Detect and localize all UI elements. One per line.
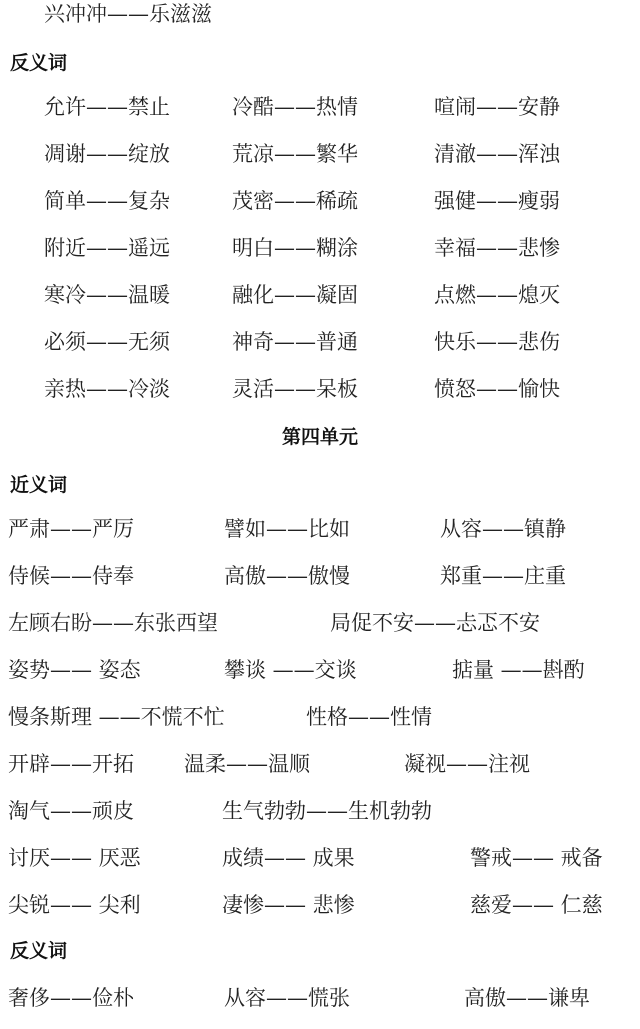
- word-pair-row: [0, 566, 640, 596]
- word-pair: 高傲——谦卑: [464, 986, 590, 1010]
- word-pair: 侍候——侍奉: [8, 564, 134, 588]
- word-pair: 必须——无须: [44, 330, 170, 354]
- word-pair: 冷酷——热情: [232, 95, 358, 119]
- word-pair: 茂密——稀疏: [232, 189, 358, 213]
- word-pair-row: [0, 97, 640, 127]
- unit-title: 第四单元: [281, 426, 358, 448]
- word-pair: 高傲——傲慢: [224, 564, 350, 588]
- word-pair: 允许——禁止: [44, 95, 170, 119]
- word-pair: 慢条斯理 ——不慌不忙: [8, 705, 225, 729]
- word-pair-row: [0, 988, 640, 1018]
- section-heading-antonyms: 反义词: [10, 52, 68, 74]
- word-pair-row: [0, 660, 640, 690]
- word-pair: 郑重——庄重: [440, 564, 566, 588]
- word-pair-row: [0, 238, 640, 268]
- word-pair: 温柔——温顺: [184, 752, 310, 776]
- word-pair: 警戒—— 戒备: [470, 846, 603, 870]
- word-pair: 从容——慌张: [224, 986, 350, 1010]
- word-pair: 幸福——悲惨: [434, 236, 560, 260]
- word-pair-row: [0, 191, 640, 221]
- word-pair: 凝视——注视: [404, 752, 530, 776]
- word-pair-row: [0, 379, 640, 409]
- word-pair: 亲热——冷淡: [44, 377, 170, 401]
- word-pair-row: [0, 285, 640, 315]
- word-pair: 明白——糊涂: [232, 236, 358, 260]
- word-pair-row: [0, 754, 640, 784]
- word-pair: 强健——瘦弱: [434, 189, 560, 213]
- word-pair: 清澈——浑浊: [434, 142, 560, 166]
- word-pair-row: [0, 707, 640, 737]
- word-pair: 从容——镇静: [440, 517, 566, 541]
- word-pair: 灵活——呆板: [232, 377, 358, 401]
- section-heading-antonyms-2: 反义词: [10, 940, 68, 962]
- word-pair-row: [0, 848, 640, 878]
- word-pair: 喧闹——安静: [434, 95, 560, 119]
- word-pair: 尖锐—— 尖利: [8, 893, 141, 917]
- word-pair-row: [0, 144, 640, 174]
- word-pair: 左顾右盼——东张西望: [8, 611, 218, 635]
- word-pair: 附近——遥远: [44, 236, 170, 260]
- word-pair: 性格——性情: [306, 705, 432, 729]
- word-pair: 姿势—— 姿态: [8, 658, 141, 682]
- word-pair: 融化——凝固: [232, 283, 358, 307]
- word-pair: 简单——复杂: [44, 189, 170, 213]
- section-heading-synonyms: 近义词: [10, 474, 68, 496]
- word-pair: 奢侈——俭朴: [8, 986, 134, 1010]
- word-pair: 严肃——严厉: [8, 517, 134, 541]
- word-pair: 荒凉——繁华: [232, 142, 358, 166]
- word-pair: 寒冷——温暖: [44, 283, 170, 307]
- top-word-pair: 兴冲冲——乐滋滋: [44, 2, 212, 26]
- word-pair: 譬如——比如: [224, 517, 350, 541]
- word-pair: 攀谈 ——交谈: [224, 658, 357, 682]
- word-pair: 淘气——顽皮: [8, 799, 134, 823]
- word-pair-row: [0, 519, 640, 549]
- word-pair: 生气勃勃——生机勃勃: [222, 799, 432, 823]
- word-pair: 愤怒——愉快: [434, 377, 560, 401]
- word-pair: 点燃——熄灭: [434, 283, 560, 307]
- word-pair: 神奇——普通: [232, 330, 358, 354]
- word-pair: 快乐——悲伤: [434, 330, 560, 354]
- word-pair: 凄惨—— 悲惨: [222, 893, 355, 917]
- word-pair-row: [0, 895, 640, 925]
- word-pair: 慈爱—— 仁慈: [470, 893, 603, 917]
- word-pair: 开辟——开拓: [8, 752, 134, 776]
- word-pair-row: [0, 613, 640, 643]
- word-pair-row: [0, 332, 640, 362]
- word-pair: 凋谢——绽放: [44, 142, 170, 166]
- word-pair: 局促不安——忐忑不安: [330, 611, 540, 635]
- word-pair: 掂量 ——斟酌: [452, 658, 585, 682]
- word-pair: 成绩—— 成果: [222, 846, 355, 870]
- word-pair: 讨厌—— 厌恶: [8, 846, 141, 870]
- word-pair-row: [0, 801, 640, 831]
